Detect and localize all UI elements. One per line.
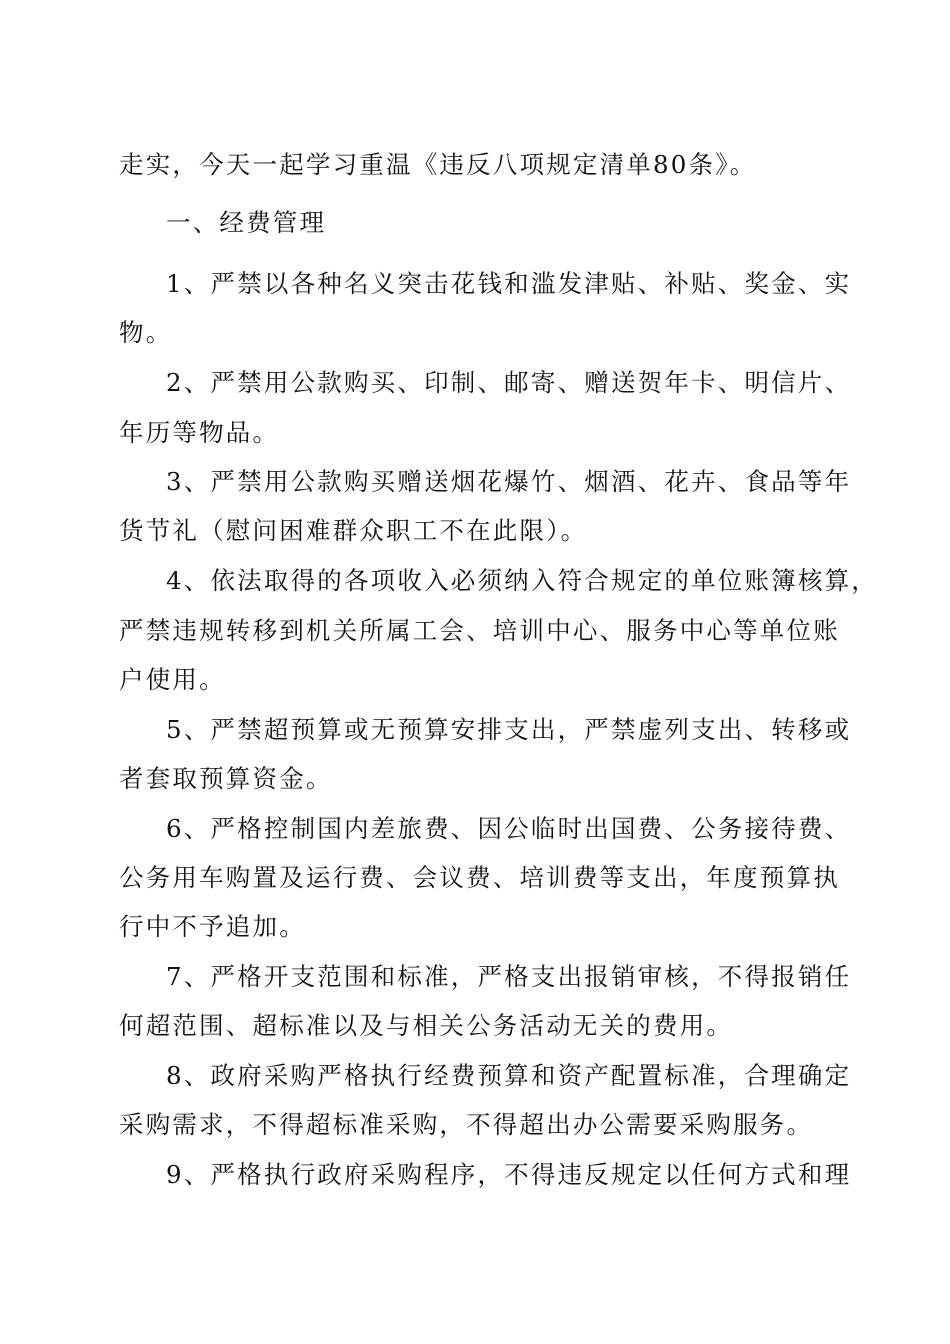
paragraph-line: 3、严禁用公款购买赠送烟花爆竹、烟酒、花卉、食品等年 bbox=[166, 467, 852, 496]
paragraph-line: 1、严禁以各种名义突击花钱和滥发津贴、补贴、奖金、实 bbox=[166, 269, 852, 298]
paragraph-line: 5、严禁超预算或无预算安排支出，严禁虚列支出、转移或 bbox=[166, 715, 852, 744]
section-heading: 一、经费管理 bbox=[166, 208, 327, 237]
paragraph-line: 走实，今天一起学习重温《违反八项规定清单80条》。 bbox=[119, 150, 757, 179]
paragraph-line: 户使用。 bbox=[119, 665, 226, 694]
paragraph-line: 7、严格开支范围和标准，严格支出报销审核，不得报销任 bbox=[166, 962, 852, 991]
paragraph-line: 物。 bbox=[119, 318, 173, 347]
paragraph-line: 行中不予追加。 bbox=[119, 912, 306, 941]
paragraph-line: 何超范围、超标准以及与相关公务活动无关的费用。 bbox=[119, 1011, 734, 1040]
paragraph-line: 9、严格执行政府采购程序，不得违反规定以任何方式和理 bbox=[166, 1160, 852, 1189]
paragraph-line: 公务用车购置及运行费、会议费、培训费等支出，年度预算执 bbox=[119, 863, 840, 892]
paragraph-line: 4、依法取得的各项收入必须纳入符合规定的单位账簿核算， bbox=[166, 566, 878, 595]
paragraph-line: 6、严格控制国内差旅费、因公临时出国费、公务接待费、 bbox=[166, 814, 852, 843]
paragraph-line: 采购需求，不得超标准采购，不得超出办公需要采购服务。 bbox=[119, 1110, 814, 1139]
paragraph-line: 者套取预算资金。 bbox=[119, 764, 333, 793]
paragraph-line: 2、严禁用公款购买、印制、邮寄、赠送贺年卡、明信片、 bbox=[166, 368, 852, 397]
paragraph-line: 货节礼（慰问困难群众职工不在此限）。 bbox=[119, 516, 588, 545]
paragraph-line: 年历等物品。 bbox=[119, 418, 280, 447]
paragraph-line: 严禁违规转移到机关所属工会、培训中心、服务中心等单位账 bbox=[119, 616, 840, 645]
paragraph-line: 8、政府采购严格执行经费预算和资产配置标准，合理确定 bbox=[166, 1061, 852, 1090]
